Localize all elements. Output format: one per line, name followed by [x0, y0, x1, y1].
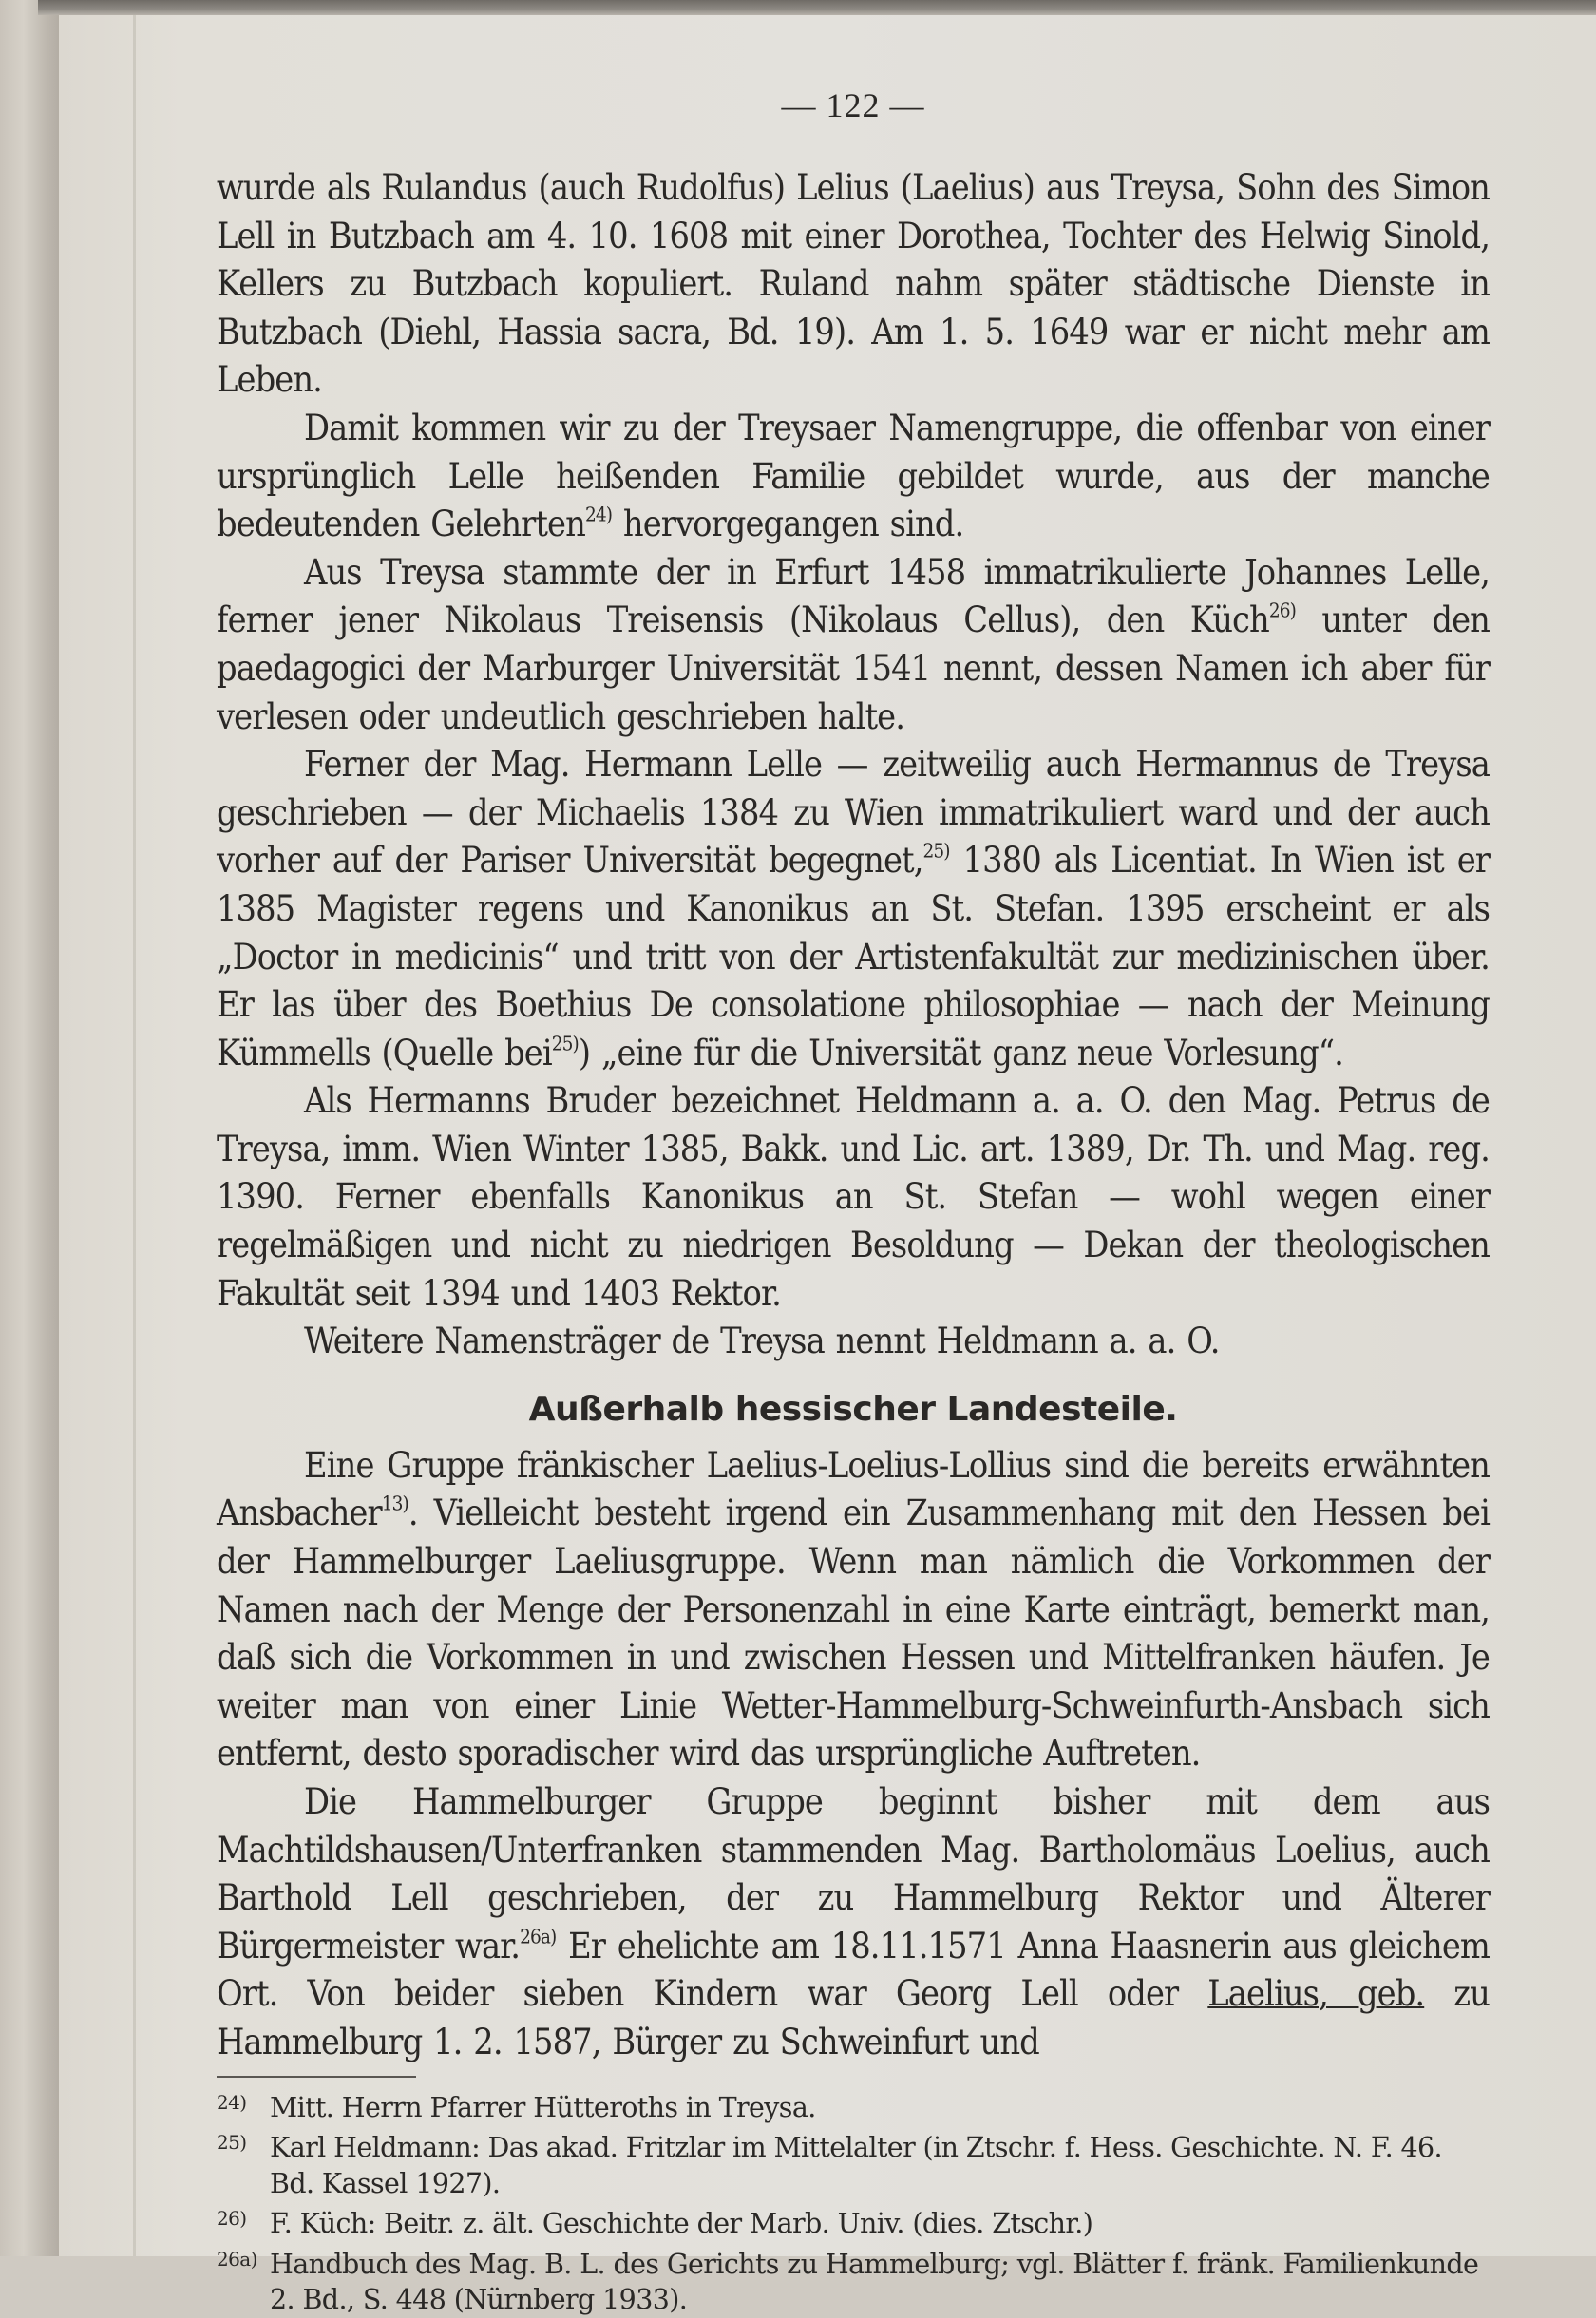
footnote-text: Handbuch des Mag. B. L. des Gerichts zu Hammelburg; vgl. Blätter f. fränk. Familienkunde 2. Bd., S. 448 (Nürnberg 1933). — [270, 2248, 1479, 2316]
paragraph — [217, 1441, 1490, 1777]
footnote — [217, 2242, 1490, 2318]
paragraph-text: unter den paedagogici der Marburger Universität 1541 nennt, dessen Namen ich aber für verlesen oder undeutlich geschrieben halte. — [217, 598, 1490, 737]
footnote-number: 26) — [217, 2207, 247, 2231]
paragraph-text: Aus Treysa stammte der in Erfurt 1458 immatrikulierte Johannes Lelle, ferner jener Nikolaus Treisensis (Nikolaus Cellus), den Küch — [217, 550, 1490, 641]
paragraph — [217, 548, 1490, 740]
paragraph-text: Ferner der Mag. Hermann Lelle — zeitweilig auch Hermannus de Treysa geschrieben — der Michaelis 1384 zu Wien immatrikuliert ward und der auch vorher auf der Pariser Universität begegnet, — [217, 743, 1490, 882]
paragraph-text: . Vielleicht besteht irgend ein Zusammenhang mit den Hessen bei der Hammelburger Laeliusgruppe. Wenn man nämlich die Vorkommen der Namen nach der Menge der Personenzahl in eine Karte einträgt, bemerkt man, daß sich die Vorkommen in und zwischen Hessen und Mittelfranken häufen. Je weiter man von einer Linie Wetter-Hammelburg-Schweinfurth-Ansbach sich entfernt, desto sporadischer wird das ursprüngliche Auftreten. — [217, 1492, 1490, 1775]
paragraph-text: hervorgegangen sind. — [612, 503, 964, 545]
footnote-text: F. Küch: Beitr. z. ält. Geschichte der Marb. Univ. (dies. Ztschr.) — [270, 2208, 1093, 2240]
paragraph-text: Die Hammelburger Gruppe beginnt bisher mit dem aus Machtildshausen/Unterfranken stammenden Mag. Bartholomäus Loelius, auch Barthold Lell geschrieben, der zu Hammelburg Rektor und Älterer Bürgermeister war. — [217, 1780, 1490, 1966]
footnote-number: 24) — [217, 2090, 247, 2114]
footnote-ref: 13) — [381, 1492, 408, 1515]
paragraph — [217, 1777, 1490, 2066]
paragraph — [217, 1076, 1490, 1317]
footnote-ref: 25) — [922, 839, 950, 863]
paragraph-text: 1380 als Licentiat. In Wien ist er 1385 Magister regens und Kanonikus an St. Stefan. 1395 erscheint er als „Doctor in medicinis“ und tritt von der Artistenfakultät zur medizinischen über. Er las über des Boethius De consolatione philosophiae — nach der Meinung Kümmells (Quelle bei — [217, 839, 1490, 1074]
footnote-number: 25) — [217, 2131, 247, 2155]
footnote-text: Mitt. Herrn Pfarrer Hütteroths in Treysa. — [270, 2091, 816, 2123]
paragraph-text: Weitere Namensträger de Treysa nennt Heldmann a. a. O. — [304, 1320, 1220, 1362]
book-binding-edge — [0, 0, 59, 2256]
book-top-edge — [38, 0, 1596, 15]
paragraph — [217, 740, 1490, 1076]
paragraph-text: ) „eine für die Universität ganz neue Vorlesung“. — [578, 1031, 1343, 1074]
body-text — [217, 163, 1490, 2066]
footnotes — [217, 2085, 1490, 2318]
paragraph-text: zu Hammelburg 1. 2. 1587, Bürger zu Schweinfurt und — [217, 1972, 1491, 2062]
paragraph-text: Er ehelichte am 18.11.1571 Anna Haasnerin aus gleichem Ort. Von beider sieben Kindern war Georg Lell oder — [217, 1924, 1490, 2015]
underlined-text: Laelius, geb. — [1207, 1972, 1425, 2015]
page-gutter-line — [133, 15, 136, 2256]
paragraph-text: Damit kommen wir zu der Treysaer Namengruppe, die offenbar von einer ursprünglich Lelle heißenden Familie gebildet wurde, aus der manche bedeutenden Gelehrten — [217, 406, 1490, 545]
footnote — [217, 2125, 1490, 2201]
paragraph — [217, 404, 1490, 548]
footnote-ref: 26) — [1268, 598, 1297, 622]
paragraph-text: wurde als Rulandus (auch Rudolfus) Lelius (Laelius) aus Treysa, Sohn des Simon Lell in Butzbach am 4. 10. 1608 mit einer Dorothea, Tochter des Helwig Sinold, Kellers zu Butzbach kopuliert. Ruland nahm später städtische Dienste in Butzbach (Diehl, Hassia sacra, Bd. 19). Am 1. 5. 1649 war er nicht mehr am Leben. — [217, 166, 1490, 401]
footnote-ref: 26a) — [520, 1925, 557, 1948]
footnote-number: 26a) — [217, 2247, 257, 2270]
paragraph — [217, 163, 1490, 404]
page-content — [217, 86, 1490, 2318]
paragraph — [217, 1317, 1490, 1365]
page-number: — 122 — — [781, 86, 925, 124]
footnote-ref: 25) — [551, 1032, 579, 1055]
section-heading: Außerhalb hessischer Landesteile. — [528, 1389, 1178, 1429]
paragraph-text: Eine Gruppe fränkischer Laelius-Loelius-Lollius sind die bereits erwähnten Ansbacher — [217, 1443, 1490, 1534]
paragraph-text: Als Hermanns Bruder bezeichnet Heldmann a. a. O. den Mag. Petrus de Treysa, imm. Wien Winter 1385, Bakk. und Lic. art. 1389, Dr. Th. und Mag. reg. 1390. Ferner ebenfalls Kanonikus an St. Stefan — wohl wegen einer regelmäßigen und nicht zu niedrigen Besoldung — Dekan der theologischen Fakultät seit 1394 und 1403 Rektor. — [217, 1079, 1490, 1314]
footnote — [217, 2085, 1490, 2126]
footnote-separator — [217, 2076, 416, 2078]
footnote — [217, 2201, 1490, 2242]
footnote-ref: 24) — [584, 503, 613, 526]
footnote-text: Karl Heldmann: Das akad. Fritzlar im Mittelalter (in Ztschr. f. Hess. Geschichte. N. F. 46. Bd. Kassel 1927). — [270, 2132, 1443, 2199]
